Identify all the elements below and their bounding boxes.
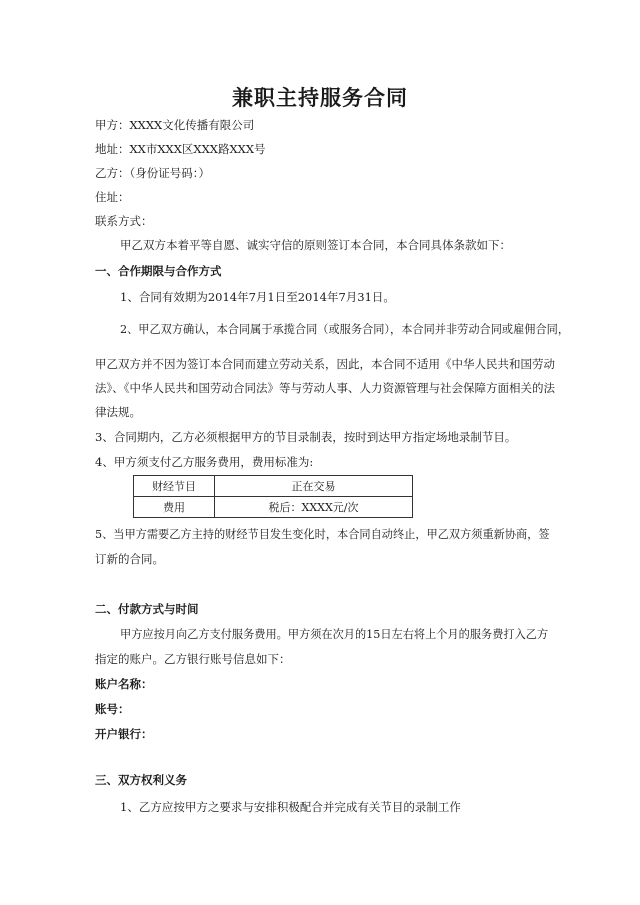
- clause-1-5-line1: 5、当甲方需要乙方主持的财经节目发生变化时，本合同自动终止，甲乙双方须重新协商，签: [95, 528, 550, 541]
- document-title: 兼职主持服务合同: [232, 85, 408, 110]
- address: 地址：XX市XXX区XXX路XXX号: [95, 142, 266, 156]
- table-cell: 财经节目: [134, 476, 215, 497]
- account-number-label: 账号：: [95, 702, 130, 716]
- clause-3-1: 1、乙方应按甲方之要求与安排积极配合并完成有关节目的录制工作: [120, 800, 461, 814]
- clause-1-2-line2: 甲乙双方并不因为签订本合同而建立劳动关系，因此，本合同不适用《中华人民共和国劳动: [95, 357, 555, 371]
- intro-paragraph: 甲乙双方本着平等自愿、诚实守信的原则签订本合同，本合同具体条款如下：: [120, 238, 511, 252]
- clause-1-2-line4: 律法规。: [95, 405, 141, 419]
- clause-1-5-line2: 订新的合同。: [95, 552, 164, 566]
- party-a: 甲方：XXXX文化传播有限公司: [95, 118, 255, 132]
- payment-line1: 甲方应按月向乙方支付服务费用。甲方须在次月的15日左右将上个月的服务费打入乙方: [120, 628, 549, 641]
- clause-1-2-line1: 2、甲乙双方确认，本合同属于承揽合同（或服务合同），本合同并非劳动合同或雇佣合同，: [120, 323, 570, 336]
- residence: 住址：: [95, 190, 130, 204]
- payment-line2: 指定的账户。乙方银行账号信息如下：: [95, 652, 291, 666]
- clause-1-4: 4、甲方须支付乙方服务费用，费用标准为:: [95, 455, 314, 469]
- table-cell: 税后：XXXX元/次: [215, 497, 413, 518]
- clause-1-2-line3: 法》、《中华人民共和国劳动合同法》等与劳动人事、人力资源管理与社会保障方面相关的法: [95, 381, 555, 395]
- account-name-label: 账户名称：: [95, 677, 153, 691]
- party-b: 乙方：（身份证号码：）: [95, 166, 210, 180]
- bank-label: 开户银行：: [95, 727, 153, 741]
- contact: 联系方式：: [95, 214, 153, 228]
- section2-heading: 二、付款方式与时间: [95, 602, 199, 616]
- fee-table: [133, 475, 413, 518]
- clause-1-3: 3、合同期内，乙方必须根据甲方的节目录制表，按时到达甲方指定场地录制节目。: [95, 430, 517, 444]
- table-row: [134, 497, 413, 518]
- section3-heading: 三、双方权利义务: [95, 773, 187, 787]
- table-cell: 费用: [134, 497, 215, 518]
- clause-1-1: 1、合同有效期为2014年7月1日至2014年7月31日。: [120, 290, 395, 304]
- table-cell: 正在交易: [215, 476, 413, 497]
- section1-heading: 一、合作期限与合作方式: [95, 264, 222, 278]
- table-row: [134, 476, 413, 497]
